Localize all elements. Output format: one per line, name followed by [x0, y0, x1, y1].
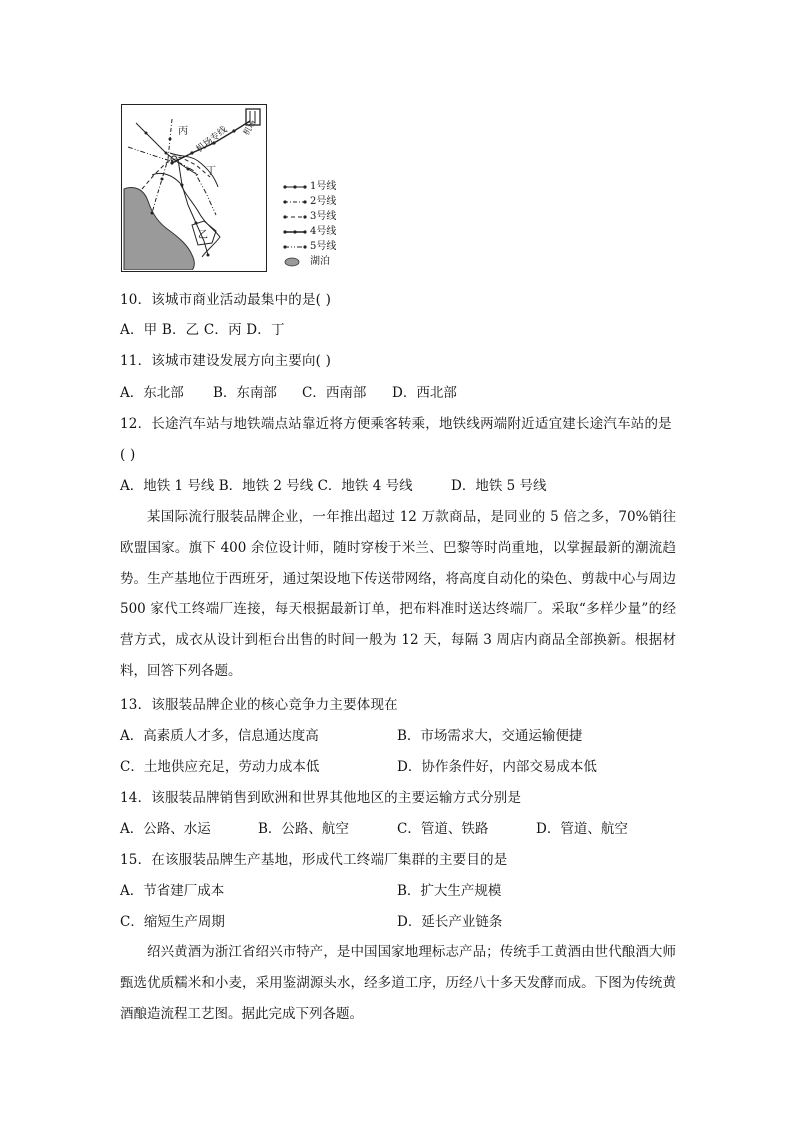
legend-label-5: 5号线: [310, 241, 337, 252]
legend-line-3: [283, 209, 373, 224]
q11-option-a: A．东北部: [120, 385, 184, 401]
q13-stem: 13．该服装品牌企业的核心竞争力主要体现在: [120, 697, 398, 713]
legend-line-2: [283, 194, 373, 209]
map-label-airport-line: 机场专线: [194, 124, 230, 156]
map-legend: [283, 179, 373, 269]
passage-fashion: 某国际流行服装品牌企业，一年推出超过 12 万款商品，是同业的 5 倍之多，70%销往欧盟国家。旗下 400 余位设计师，随时穿梭于米兰、巴黎等时尚重地，以掌握最新的潮流趋势。生产基地位于西班牙，通过架设地下传送带网络，将高度自动化的染色、剪裁中心与周边 500 家代工终端厂连接，每天根据最新订单，把布料准时送达终端厂。采取“多样少量”的经营方式，成衣从设计到柜台出售的时间一般为 12 天，每隔 3 周店内商品全部换新。根据材料，回答下列各题。: [120, 509, 676, 679]
q12-stem: 12．长途汽车站与地铁端点站靠近将方便乘客转乘，地铁线两端附近适宜建长途汽车站的是: [120, 416, 672, 432]
q12-paren: ( ): [120, 447, 136, 463]
q12-option-d: D．地铁 5 号线: [451, 478, 547, 494]
q12-options-abc: A．地铁 1 号线 B．地铁 2 号线 C．地铁 4 号线: [120, 478, 413, 494]
subway-map: [121, 104, 267, 272]
q15-option-c: C．缩短生产周期: [120, 914, 225, 930]
q15-option-b: B．扩大生产规模: [397, 883, 502, 899]
q13-option-d: D．协作条件好，内部交易成本低: [397, 759, 597, 775]
q14-stem: 14．该服装品牌销售到欧洲和世界其他地区的主要运输方式分别是: [120, 790, 522, 806]
q14-option-d: D．管道、航空: [536, 821, 628, 837]
q10-stem: 10．该城市商业活动最集中的是( ): [120, 292, 332, 308]
map-label-airport: 机场: [241, 118, 258, 137]
q13-option-a: A．高素质人才多，信息通达度高: [120, 728, 319, 744]
q14-option-a: A．公路、水运: [120, 821, 211, 837]
legend-label-2: 2号线: [310, 196, 337, 207]
q11-option-d: D．西北部: [392, 385, 457, 401]
q11-option-b: B．东南部: [213, 385, 277, 401]
legend-label-lake: 湖泊: [310, 256, 330, 267]
legend-label-1: 1号线: [310, 181, 337, 192]
q10-options: A．甲 B．乙 C．丙 D．丁: [120, 322, 285, 338]
legend-label-3: 3号线: [310, 211, 337, 222]
legend-lake: [283, 254, 373, 269]
legend-line-4: [283, 224, 373, 239]
q14-option-b: B．公路、航空: [258, 821, 349, 837]
legend-line-5: [283, 239, 373, 254]
legend-label-4: 4号线: [310, 226, 337, 237]
q13-option-b: B．市场需求大，交通运输便捷: [397, 728, 583, 744]
map-label-yi: 乙: [198, 230, 208, 241]
map-label-bing: 丙: [178, 126, 188, 137]
legend-line-1: [283, 179, 373, 194]
q15-option-d: D．延长产业链条: [397, 914, 503, 930]
q15-option-a: A．节省建厂成本: [120, 883, 225, 899]
q14-option-c: C．管道、铁路: [397, 821, 489, 837]
passage-huangjiu: 绍兴黄酒为浙江省绍兴市特产，是中国国家地理标志产品；传统手工黄酒由世代酿酒大师甄选优质糯米和小麦，采用鉴湖源头水，经多道工序，历经八十多天发酵而成。下图为传统黄酒酿造流程工艺图。据此完成下列各题。: [120, 944, 676, 1022]
q11-option-c: C．西南部: [302, 385, 367, 401]
q11-stem: 11．该城市建设发展方向主要向( ): [120, 353, 332, 369]
q13-option-c: C．土地供应充足，劳动力成本低: [120, 759, 320, 775]
map-label-ding: 丁: [206, 166, 216, 177]
q15-stem: 15．在该服装品牌生产基地，形成代工终端厂集群的主要目的是: [120, 852, 508, 868]
